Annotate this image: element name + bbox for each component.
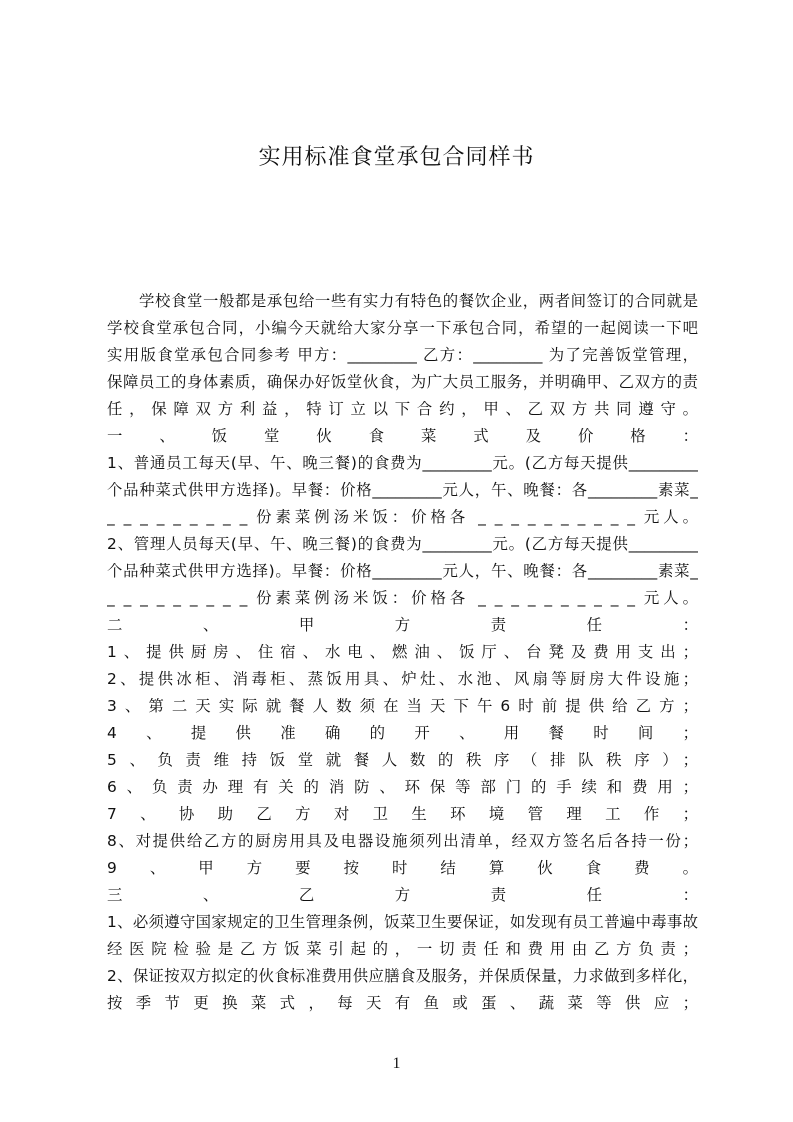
clause-line: 5、负责维持饭堂就餐人数的秩序（排队秩序）； [107,751,698,769]
clause-line: 8、对提供给乙方的厨房用具及电器设施须列出清单，经双方签名后各持一份； [107,832,698,850]
clause-line: 2、管理人员每天(早、午、晚三餐)的食费为_________元。(乙方每天提供_________ [107,535,698,553]
paragraph-line: 实用版食堂承包合同参考 甲方：_________ 乙方：_________ 为了完善饭堂管理， [107,346,698,364]
paragraph-line: 学校食堂一般都是承包给一些有实力有特色的餐饮企业，两者间签订的合同就是 [139,292,698,310]
clause-line: 经医院检验是乙方饭菜引起的，一切责任和费用由乙方负责； [107,940,698,958]
paragraph-line: 保障员工的身体素质，确保办好饭堂伙食，为广大员工服务，并明确甲、乙双方的责 [107,373,698,391]
clause-line: 6、负责办理有关的消防、环保等部门的手续和费用； [107,778,698,796]
clause-line: _ _ _ _ _ _ _ _ _ 份素菜例汤米饭：价格各 _ _ _ _ _ _ _ _ _ _ 元人。 [107,508,698,526]
document-title: 实用标准食堂承包合同样书 [258,145,535,170]
section-heading: 一、饭堂伙食菜式及价格： [107,427,698,445]
clause-line: 按季节更换菜式，每天有鱼或蛋、蔬菜等供应； [107,994,698,1012]
clause-line: 2、保证按双方拟定的伙食标准费用供应膳食及服务，并保质保量，力求做到多样化， [107,967,698,985]
clause-line: 9、甲方要按时结算伙食费。 [107,859,698,877]
clause-line: 2、提供冰柜、消毒柜、蒸饭用具、炉灶、水池、风扇等厨房大件设施； [107,670,698,688]
clause-line: _ _ _ _ _ _ _ _ _ 份素菜例汤米饭：价格各 _ _ _ _ _ _ _ _ _ _ 元人。 [107,589,698,607]
section-heading: 二、甲方责任： [107,616,698,634]
clause-line: 4、提供准确的开、用餐时间； [107,724,698,742]
section-heading: 三、乙方责任： [107,886,698,904]
clause-line: 个品种菜式供甲方选择)。早餐：价格_________元人，午、晚餐：各_________素菜_ [107,562,698,580]
document-body [107,288,698,1017]
clause-line: 个品种菜式供甲方选择)。早餐：价格_________元人，午、晚餐：各_________素菜_ [107,481,698,499]
clause-line: 1、提供厨房、住宿、水电、燃油、饭厅、台凳及费用支出； [107,643,698,661]
clause-line: 1、必须遵守国家规定的卫生管理条例，饭菜卫生要保证，如发现有员工普遍中毒事故 [107,913,698,931]
clause-line: 3、第二天实际就餐人数须在当天下午6时前提供给乙方； [107,697,698,715]
paragraph-line: 学校食堂承包合同，小编今天就给大家分享一下承包合同，希望的一起阅读一下吧 [107,319,698,337]
paragraph-line: 任，保障双方利益，特订立以下合约，甲、乙双方共同遵守。 [107,400,698,418]
page-number: 1 [392,1055,401,1072]
clause-line: 7、协助乙方对卫生环境管理工作； [107,805,698,823]
clause-line: 1、普通员工每天(早、午、晚三餐)的食费为_________元。(乙方每天提供_________ [107,454,698,472]
